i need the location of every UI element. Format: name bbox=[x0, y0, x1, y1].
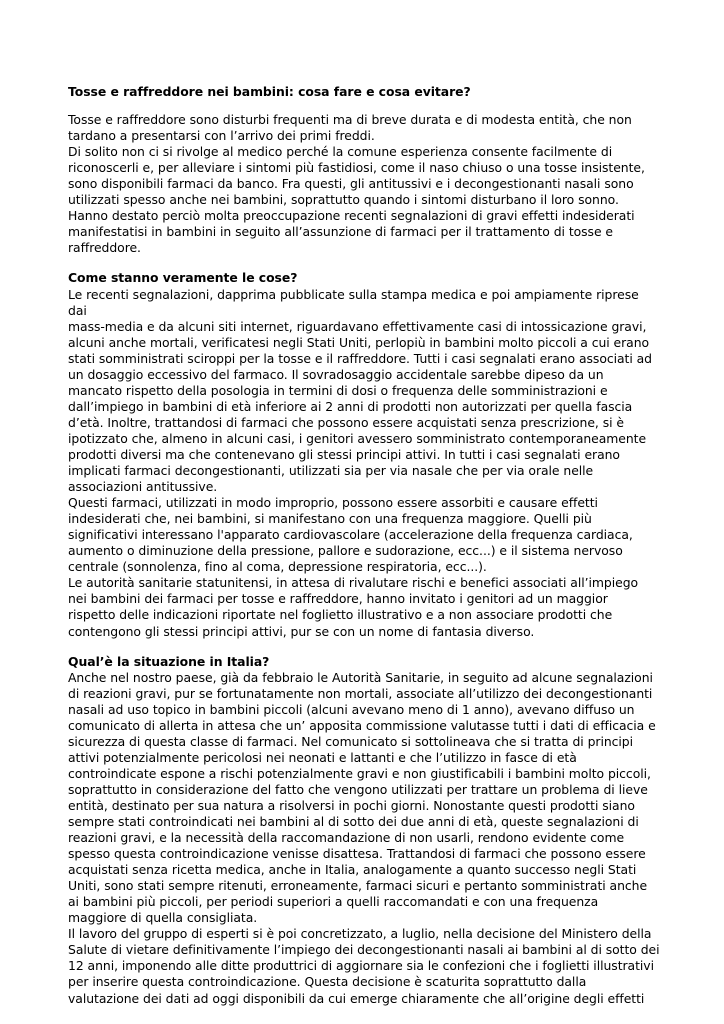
intro-paragraph-3: Hanno destato perciò molta preoccupazione recenti segnalazioni di gravi effetti indesiderati manifestatisi in bambini in seguito all’assunzione di farmaci per il trattamento di tosse e raffreddore. bbox=[68, 208, 635, 256]
section-heading-come-stanno: Come stanno veramente le cose? bbox=[68, 270, 298, 286]
section1-paragraph-3: Le autorità sanitarie statunitensi, in attesa di rivalutare rischi e benefici associati all’impiego nei bambini dei farmaci per tosse e raffreddore, hanno invitato i genitori ad un maggior rispetto delle indicazioni riportate nel foglietto illustrativo e a non associare prodotti che contengono gli stessi principi attivi, pur se con un nome di fantasia diverso. bbox=[68, 575, 639, 639]
section1-paragraph-2: Questi farmaci, utilizzati in modo improprio, possono essere assorbiti e causare effetti indesiderati che, nei bambini, si manifestano con una frequenza maggiore. Quelli più significativi interessano l'apparato cardiovascolare (accelerazione della frequenza cardiaca, aumento o diminuzione della pressione, pallore e sudorazione, ecc...) e il sistema nervoso centrale (sonnolenza, fino al coma, depressione respiratoria, ecc...). bbox=[68, 495, 633, 575]
section-spacer bbox=[68, 640, 660, 654]
intro-paragraph-1: Tosse e raffreddore sono disturbi frequenti ma di breve durata e di modesta entità, che non tardano a presentarsi con l’arrivo dei primi freddi. bbox=[68, 112, 632, 144]
section-heading-situazione-italia: Qual’è la situazione in Italia? bbox=[68, 653, 270, 669]
document-page bbox=[68, 84, 660, 1007]
section2-paragraph-1: Anche nel nostro paese, già da febbraio le Autorità Sanitarie, in seguito ad alcune segnalazioni di reazioni gravi, pur se fortunatamente non mortali, associate all’utilizzo dei decongestionanti nasali ad uso topico in bambini piccoli (alcuni avevano meno di 1 anno), avevano diffuso un comunicato di allerta in attesa che un’ apposita commissione valutasse tutti i dati di efficacia e sicurezza di questa classe di farmaci. Nel comunicato si sottolineava che si tratta di principi attivi potenzialmente pericolosi nei neonati e lattanti e che l’utilizzo in fasce di età controindicate espone a rischi potenzialmente gravi e non giustificabili i bambini molto piccoli, soprattutto in considerazione del fatto che vengono utilizzati per trattare un problema di lieve entità, destinato per sua natura a risolversi in pochi giorni. Nonostante questi prodotti siano sempre stati controindicati nei bambini al di sotto dei due anni di età, queste segnalazioni di reazioni gravi, e la necessità della raccomandazione di non usarli, rendono evidente come spesso questa controindicazione venisse disattesa. Trattandosi di farmaci che possono essere acquistati senza ricetta medica, anche in Italia, analogamente a quanto successo negli Stati Uniti, sono stati sempre ritenuti, erroneamente, farmaci sicuri e pertanto somministrati anche ai bambini più piccoli, per periodi superiori a quelli raccomandati e con una frequenza maggiore di quella consigliata. bbox=[68, 669, 656, 926]
section2-paragraph-2: Il lavoro del gruppo di esperti si è poi concretizzato, a luglio, nella decisione del Ministero della Salute di vietare definitivamente l’impiego dei decongestionanti nasali ai bambini al di sotto dei 12 anni, imponendo alle ditte produttrici di aggiornare sia le confezioni che i foglietti illustrativi per inserire questa controindicazione. Questa decisione è scaturita soprattutto dalla valutazione dei dati ad oggi disponibili da cui emerge chiaramente che all’origine degli effetti bbox=[68, 926, 660, 1006]
section1-paragraph-1: Le recenti segnalazioni, dapprima pubblicate sulla stampa medica e poi ampiamente riprese dai mass-media e da alcuni siti internet, riguardavano effettivamente casi di intossicazione gravi, alcuni anche mortali, verificatesi negli Stati Uniti, perlopiù in bambini molto piccoli a cui erano stati somministrati sciroppi per la tosse e il raffreddore. Tutti i casi segnalati erano associati ad un dosaggio eccessivo del farmaco. Il sovradosaggio accidentale sarebbe dipeso da un mancato rispetto della posologia in termini di dosi o frequenza delle somministrazioni e dall’impiego in bambini di età inferiore ai 2 anni di prodotti non autorizzati per quella fascia d’età. Inoltre, trattandosi di farmaci che possono essere acquistati senza prescrizione, si è ipotizzato che, almeno in alcuni casi, i genitori avessero somministrato contemporaneamente prodotti diversi ma che contenevano gli stessi principi attivi. In tutti i casi segnalati erano implicati farmaci decongestionanti, utilizzati sia per via nasale che per via orale nelle associazioni antitussive. bbox=[68, 286, 652, 495]
section-spacer bbox=[68, 256, 660, 270]
intro-paragraph-2: Di solito non ci si rivolge al medico perché la comune esperienza consente facilmente di riconoscerli e, per alleviare i sintomi più fastidiosi, come il naso chiuso o una tosse insistente, sono disponibili farmaci da banco. Fra questi, gli antitussivi e i decongestionanti nasali sono utilizzati spesso anche nei bambini, soprattutto quando i sintomi disturbano il loro sonno. bbox=[68, 144, 645, 208]
document-title: Tosse e raffreddore nei bambini: cosa fare e cosa evitare? bbox=[68, 84, 471, 99]
